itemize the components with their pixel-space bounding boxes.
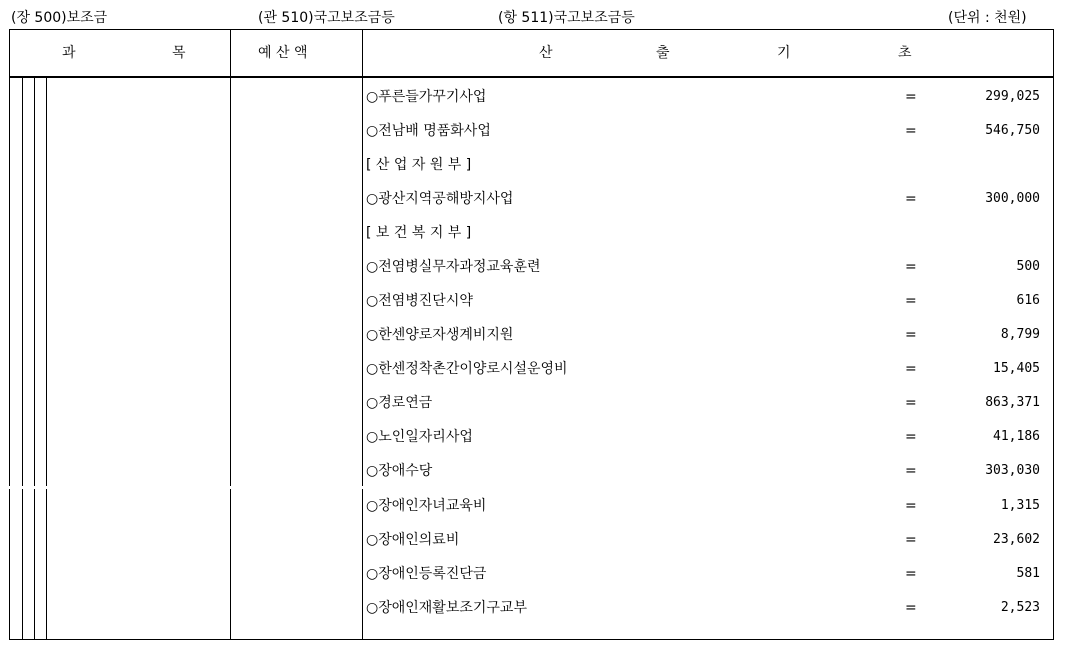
row-name: ○전염병진단시약 bbox=[366, 293, 473, 309]
header-gwamok-2: 목 bbox=[172, 45, 186, 61]
table-row bbox=[366, 87, 1046, 107]
row-name: ○한센정착촌간이양로시설운영비 bbox=[366, 361, 568, 377]
row-amount: 299,025 bbox=[985, 89, 1040, 104]
table-row bbox=[366, 257, 1046, 277]
table-row bbox=[366, 427, 1046, 447]
row-name: ○푸른들가꾸기사업 bbox=[366, 89, 487, 105]
column-divider bbox=[230, 29, 231, 640]
row-name: ○장애인의료비 bbox=[366, 532, 460, 548]
table-row bbox=[366, 359, 1046, 379]
equals-sign: = bbox=[905, 498, 917, 514]
row-amount: 2,523 bbox=[1000, 600, 1040, 615]
row-amount: 500 bbox=[1016, 259, 1040, 274]
table-row bbox=[366, 598, 1046, 618]
section-label: (관 510)국고보조금등 bbox=[258, 10, 395, 26]
equals-sign: = bbox=[905, 89, 917, 105]
page-break-gap bbox=[8, 486, 378, 489]
row-amount: 41,186 bbox=[993, 429, 1040, 444]
row-name: ○노인일자리사업 bbox=[366, 429, 473, 445]
row-amount: 15,405 bbox=[993, 361, 1040, 376]
row-amount: 303,030 bbox=[985, 463, 1040, 478]
row-amount: 863,371 bbox=[985, 395, 1040, 410]
equals-sign: = bbox=[905, 600, 917, 616]
equals-sign: = bbox=[905, 259, 917, 275]
table-row bbox=[366, 393, 1046, 413]
equals-sign: = bbox=[905, 361, 917, 377]
table-row bbox=[366, 155, 1046, 175]
equals-sign: = bbox=[905, 327, 917, 343]
row-amount: 546,750 bbox=[985, 123, 1040, 138]
equals-sign: = bbox=[905, 532, 917, 548]
table-row bbox=[366, 564, 1046, 584]
header-basis-4: 초 bbox=[898, 45, 912, 61]
row-name: ○광산지역공해방지사업 bbox=[366, 191, 514, 207]
row-amount: 8,799 bbox=[1000, 327, 1040, 342]
row-amount: 1,315 bbox=[1000, 498, 1040, 513]
row-name: ○장애인재활보조기구교부 bbox=[366, 600, 527, 616]
column-divider bbox=[34, 77, 35, 640]
table-row bbox=[366, 461, 1046, 481]
equals-sign: = bbox=[905, 123, 917, 139]
table-row bbox=[366, 496, 1046, 516]
table-row bbox=[366, 530, 1046, 550]
chapter-label: (장 500)보조금 bbox=[11, 10, 108, 26]
equals-sign: = bbox=[905, 463, 917, 479]
item-label: (항 511)국고보조금등 bbox=[498, 10, 635, 26]
column-divider bbox=[362, 29, 363, 640]
equals-sign: = bbox=[905, 395, 917, 411]
table-row bbox=[366, 291, 1046, 311]
header-gwamok-1: 과 bbox=[62, 45, 76, 61]
equals-sign: = bbox=[905, 293, 917, 309]
table-row bbox=[366, 121, 1046, 141]
header-basis-2: 출 bbox=[656, 45, 670, 61]
equals-sign: = bbox=[905, 429, 917, 445]
row-name: [ 산 업 자 원 부 ] bbox=[366, 157, 472, 173]
column-divider bbox=[22, 77, 23, 640]
table-row bbox=[366, 325, 1046, 345]
row-name: ○장애수당 bbox=[366, 463, 433, 479]
header-basis-1: 산 bbox=[539, 45, 553, 61]
equals-sign: = bbox=[905, 191, 917, 207]
column-divider bbox=[46, 77, 47, 640]
unit-label: (단위 : 천원) bbox=[948, 10, 1027, 26]
row-name: ○전남배 명품화사업 bbox=[366, 123, 491, 139]
row-name: [ 보 건 복 지 부 ] bbox=[366, 225, 472, 241]
table-header-divider bbox=[9, 76, 1054, 78]
table-row bbox=[366, 189, 1046, 209]
row-name: ○경로연금 bbox=[366, 395, 433, 411]
row-name: ○한센양로자생계비지원 bbox=[366, 327, 514, 343]
row-name: ○장애인자녀교육비 bbox=[366, 498, 487, 514]
header-basis-3: 기 bbox=[777, 45, 791, 61]
row-amount: 581 bbox=[1016, 566, 1040, 581]
table-row bbox=[366, 223, 1046, 243]
header-budget: 예 산 액 bbox=[258, 45, 308, 61]
row-name: ○전염병실무자과정교육훈련 bbox=[366, 259, 541, 275]
equals-sign: = bbox=[905, 566, 917, 582]
row-amount: 616 bbox=[1016, 293, 1040, 308]
row-amount: 300,000 bbox=[985, 191, 1040, 206]
row-amount: 23,602 bbox=[993, 532, 1040, 547]
row-name: ○장애인등록진단금 bbox=[366, 566, 487, 582]
